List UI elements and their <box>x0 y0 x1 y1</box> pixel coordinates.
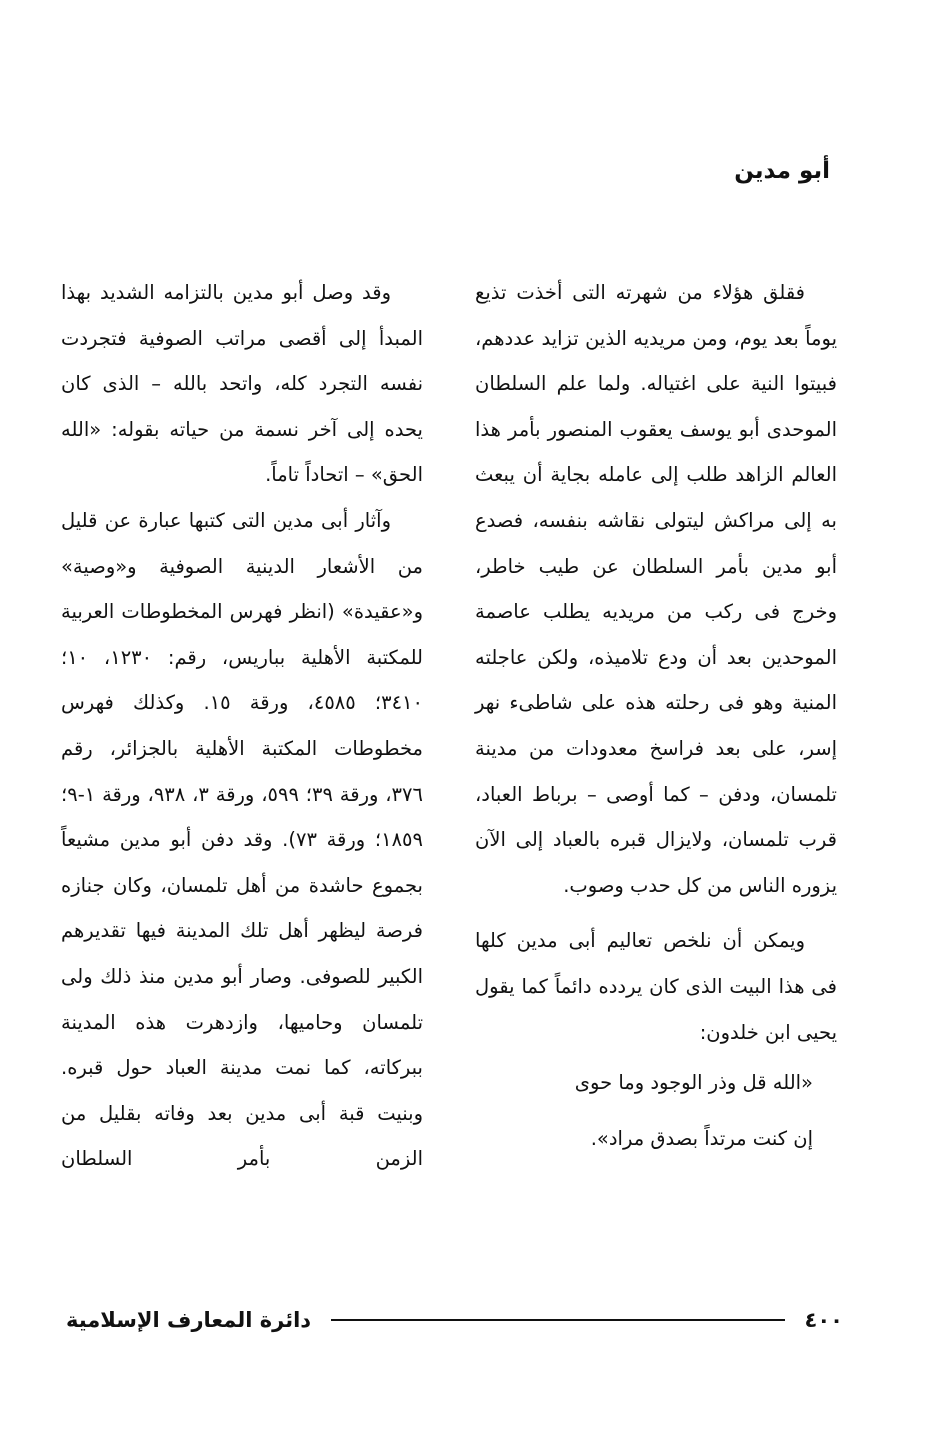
running-title: أبو مدين <box>734 158 830 184</box>
text-column-left <box>61 270 423 1182</box>
body-paragraph: وقد وصل أبو مدين بالتزامه الشديد بهذا المبدأ إلى أقصى مراتب الصوفية فتجردت نفسه التجرد كله، واتحد بالله – الذى كان يحده إلى آخر نسمة من حياته بقوله: «الله الحق» – اتحاداً تاماً. <box>61 281 423 487</box>
verse-line: «الله قل وذر الوجود وما حوى <box>574 1071 813 1095</box>
text-column-right <box>475 270 837 1167</box>
body-paragraph: ويمكن أن نلخص تعاليم أبى مدين كلها فى هذا البيت الذى كان يردده دائماً كما يقول يحيى ابن خلدون: <box>475 929 837 1044</box>
verse-line: إن كنت مرتداً بصدق مراد». <box>590 1127 813 1151</box>
body-paragraph: فقلق هؤلاء من شهرته التى أخذت تذيع يوماً بعد يوم، ومن مريديه الذين تزايد عددهم، فبيتوا النية على اغتياله. ولما علم السلطان الموحدى أبو يوسف يعقوب المنصور بأمر هذا العالم الزاهد طلب إلى عامله بجاية أن يبعث به إلى مراكش ليتولى نقاشه بنفسه، فصدع أبو مدين بأمر السلطان عن طيب خاطر، وخرج فى ركب من مريديه يطلب عاصمة الموحدين بعد أن ودع تلاميذه، ولكن عاجلته المنية وهو فى رحلته هذه على شاطىء نهر إسر، على بعد فراسخ معدودات من مدينة تلمسان، ودفن – كما أوصى – برباط العباد، قرب تلمسان، ولايزال قبره بالعباد إلى الآن يزوره الناس من كل حدب وصوب. <box>475 281 837 897</box>
paragraph-gap <box>475 908 837 918</box>
series-title: دائرة المعارف الإسلامية <box>66 1308 312 1332</box>
body-paragraph: وآثار أبى مدين التى كتبها عبارة عن قليل من الأشعار الدينية الصوفية و«وصية» و«عقيدة» (انظر فهرس المخطوطات العربية للمكتبة الأهلية بباريس، رقم: ١٢٣٠، ١٠؛ ٣٤١٠؛ ٤٥٨٥، ورقة ١٥. وكذلك فهرس مخطوطات المكتبة الأهلية بالجزائر، رقم ٣٧٦، ورقة ٣٩؛ ٥٩٩، ورقة ٣، ٩٣٨، ورقة ١-٩؛ ١٨٥٩؛ ورقة ٧٣). وقد دفن أبو مدين مشيعاً بجموع حاشدة من أهل تلمسان، وكان جنازه فرصة ليظهر أهل تلك المدينة فيها تقديرهم الكبير للصوفى. وصار أبو مدين منذ ذلك ولى تلمسان وحاميها، وازدهرت هذه المدينة ببركاته، كما نمت مدينة العباد حول قبره. وبنيت قبة أبى مدين بعد وفاته بقليل من الزمن بأمر السلطان <box>61 508 424 1171</box>
page-footer <box>66 1300 843 1340</box>
page-number: ٤٠٠ <box>804 1308 843 1332</box>
footer-rule <box>331 1319 784 1321</box>
